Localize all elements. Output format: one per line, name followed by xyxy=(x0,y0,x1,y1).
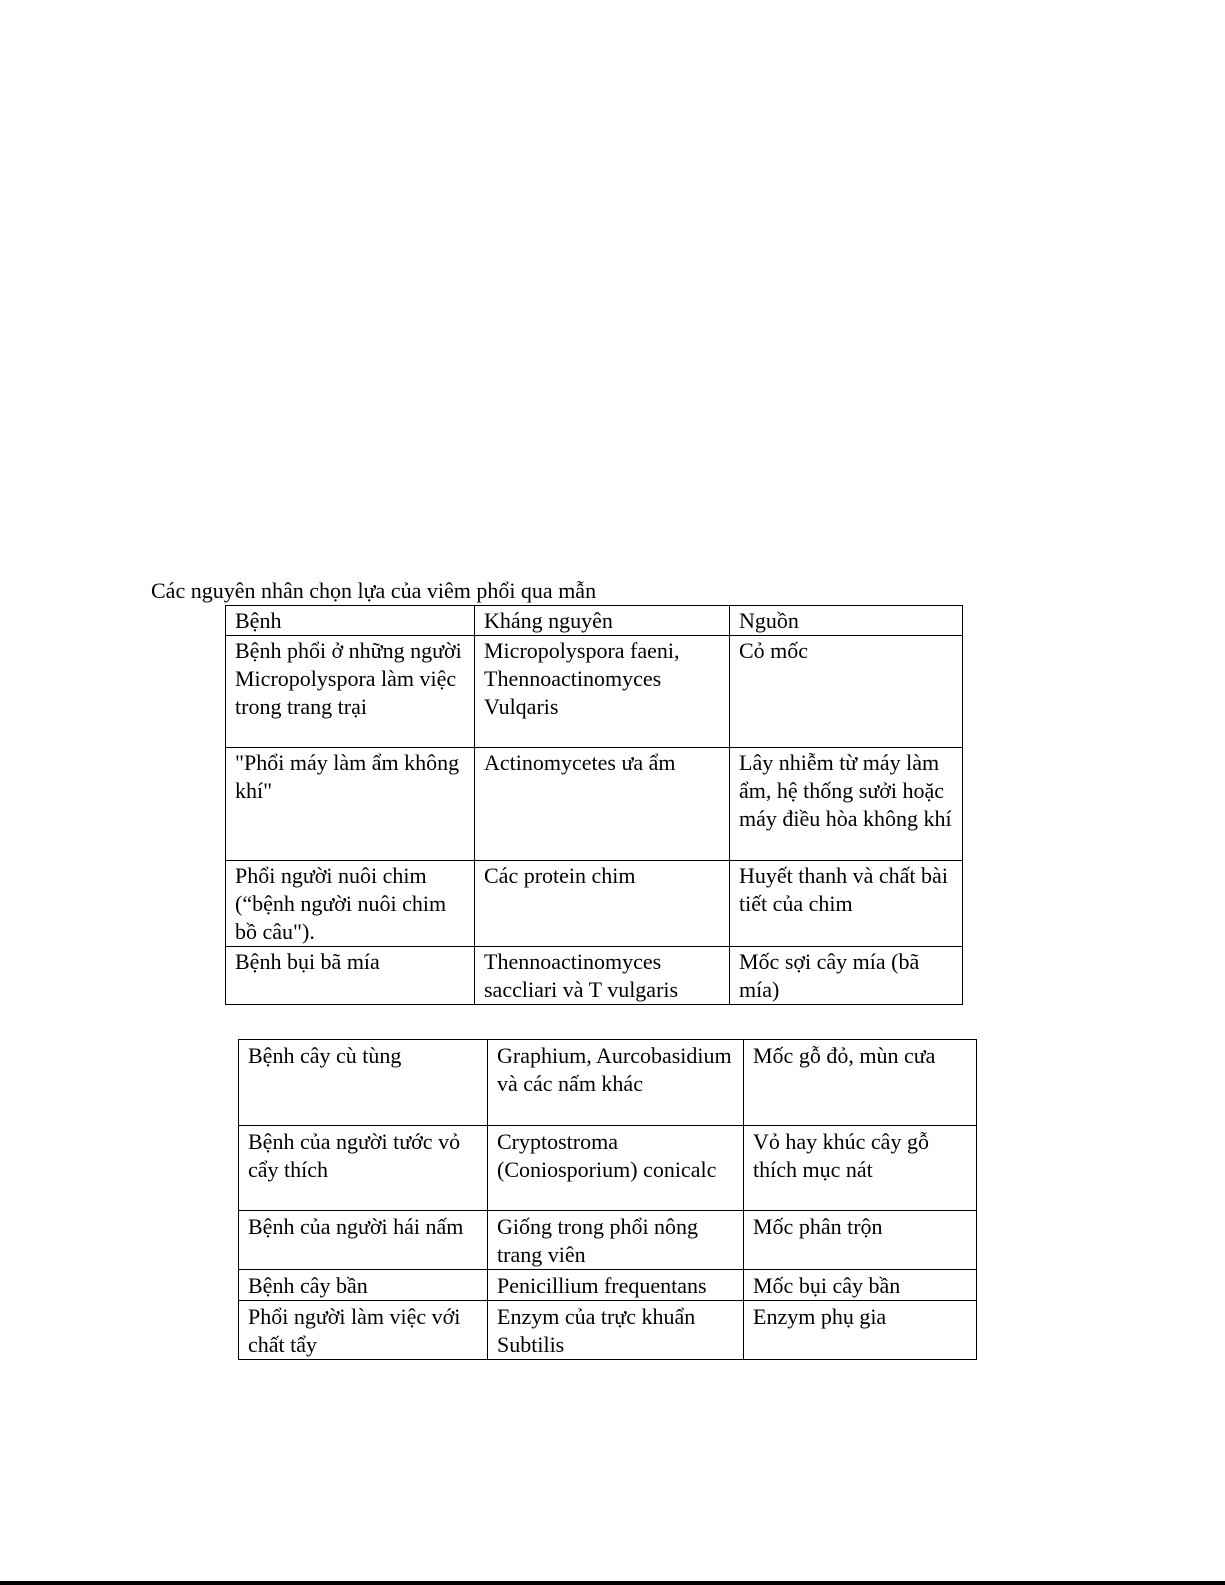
cell-antigen: Cryptostroma (Coniosporium) conicalc xyxy=(488,1126,744,1211)
table-row xyxy=(239,1126,977,1211)
cell-antigen: Penicillium frequentans xyxy=(488,1270,744,1301)
header-disease: Bệnh xyxy=(226,606,475,636)
table-row xyxy=(239,1040,977,1126)
cell-disease: Phổi người nuôi chim (“bệnh người nuôi chim bồ câu"). xyxy=(226,861,475,947)
table-caption: Các nguyên nhân chọn lựa của viêm phổi qua mẫn xyxy=(151,578,597,603)
allergen-table-2 xyxy=(238,1039,977,1360)
table-header-row xyxy=(226,606,963,636)
cell-antigen: Thennoactinomyces saccliari và T vulgaris xyxy=(475,947,730,1005)
table-row xyxy=(239,1270,977,1301)
cell-source: Mốc bụi cây bần xyxy=(744,1270,977,1301)
page-bottom-rule xyxy=(0,1581,1225,1585)
cell-antigen: Giống trong phổi nông trang viên xyxy=(488,1211,744,1270)
cell-disease: Bệnh của người hái nấm xyxy=(239,1211,488,1270)
cell-source: Mốc sợi cây mía (bã mía) xyxy=(730,947,963,1005)
table-row xyxy=(226,861,963,947)
cell-disease: Bệnh của người tước vỏ cẩy thích xyxy=(239,1126,488,1211)
table-row xyxy=(226,748,963,861)
table-row xyxy=(239,1301,977,1360)
cell-source: Cỏ mốc xyxy=(730,636,963,748)
cell-disease: Bệnh bụi bã mía xyxy=(226,947,475,1005)
cell-source: Lây nhiễm từ máy làm ẩm, hệ thống sưởi hoặc máy điều hòa không khí xyxy=(730,748,963,861)
cell-antigen: Graphium, Aurcobasidium và các nấm khác xyxy=(488,1040,744,1126)
cell-source: Vỏ hay khúc cây gỗ thích mục nát xyxy=(744,1126,977,1211)
table-row xyxy=(226,947,963,1005)
cell-disease: "Phổi máy làm ẩm không khí" xyxy=(226,748,475,861)
cell-disease: Bệnh phổi ở những người Micropolyspora làm việc trong trang trại xyxy=(226,636,475,748)
cell-antigen: Enzym của trực khuẩn Subtilis xyxy=(488,1301,744,1360)
cell-source: Enzym phụ gia xyxy=(744,1301,977,1360)
allergen-table-1 xyxy=(225,605,963,1005)
cell-antigen: Các protein chim xyxy=(475,861,730,947)
cell-source: Mốc phân trộn xyxy=(744,1211,977,1270)
cell-disease: Phổi người làm việc với chất tẩy xyxy=(239,1301,488,1360)
cell-disease: Bệnh cây bần xyxy=(239,1270,488,1301)
cell-source: Mốc gỗ đỏ, mùn cưa xyxy=(744,1040,977,1126)
cell-disease: Bệnh cây cù tùng xyxy=(239,1040,488,1126)
header-antigen: Kháng nguyên xyxy=(475,606,730,636)
header-source: Nguồn xyxy=(730,606,963,636)
table-row xyxy=(239,1211,977,1270)
cell-source: Huyết thanh và chất bài tiết của chim xyxy=(730,861,963,947)
table-row xyxy=(226,636,963,748)
cell-antigen: Micropolyspora faeni, Thennoactinomyces Vulqaris xyxy=(475,636,730,748)
cell-antigen: Actinomycetes ưa ẩm xyxy=(475,748,730,861)
